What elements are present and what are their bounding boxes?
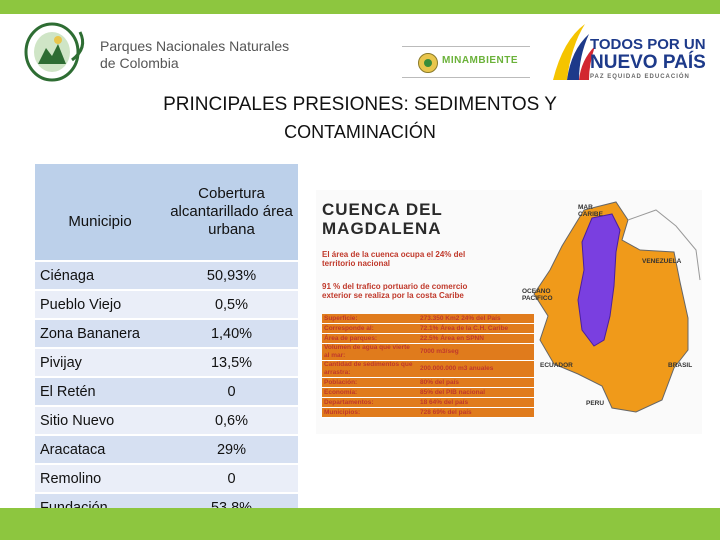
label-venezuela: VENEZUELA xyxy=(642,258,682,265)
pnn-seal-logo xyxy=(22,20,94,82)
fact-key: Cantidad de sedimentos que arrastra: xyxy=(322,361,418,378)
map-info-area: El área de la cuenca ocupa el 24% del territorio nacional xyxy=(322,250,466,268)
header-cobertura: Cobertura alcantarillado área urbana xyxy=(165,164,298,261)
cell-valor: 0,6% xyxy=(165,406,298,435)
cell-municipio: Remolino xyxy=(35,464,165,493)
cell-valor: 13,5% xyxy=(165,348,298,377)
top-accent-bar xyxy=(0,0,720,14)
table-row xyxy=(35,261,298,290)
fact-key: Corresponde al: xyxy=(322,324,418,334)
cell-municipio: Zona Bananera xyxy=(35,319,165,348)
cell-municipio: Ciénaga xyxy=(35,261,165,290)
cell-valor: 50,93% xyxy=(165,261,298,290)
minambiente-text: MINAMBIENTE xyxy=(442,55,519,66)
pnn-name xyxy=(100,38,289,72)
cell-municipio: Aracataca xyxy=(35,435,165,464)
cell-valor: 0,5% xyxy=(165,290,298,319)
label-ecuador: ECUADOR xyxy=(540,362,573,369)
cell-municipio: El Retén xyxy=(35,377,165,406)
table-row xyxy=(322,408,534,418)
cell-municipio: Pivijay xyxy=(35,348,165,377)
fact-key: Departamentos: xyxy=(322,398,418,408)
cell-valor: 1,40% xyxy=(165,319,298,348)
header-municipio: Municipio xyxy=(35,164,165,261)
cell-valor: 0 xyxy=(165,464,298,493)
basin-facts-table xyxy=(322,314,534,418)
fact-value: 72.1% Área de la C.H. Caribe xyxy=(418,324,534,334)
bottom-accent-bar xyxy=(0,508,720,540)
table-row xyxy=(322,378,534,388)
minambiente-logo xyxy=(402,46,530,78)
table-row xyxy=(322,388,534,398)
tpn-line1: TODOS POR UN xyxy=(590,36,706,53)
cell-municipio: Sitio Nuevo xyxy=(35,406,165,435)
table-row xyxy=(35,435,298,464)
slide-title-line1: PRINCIPALES PRESIONES: SEDIMENTOS Y xyxy=(163,94,557,115)
colombia-shield-icon xyxy=(418,53,438,73)
fact-value: 273.350 Km2 24% del País xyxy=(418,314,534,324)
cell-valor: 0 xyxy=(165,377,298,406)
cell-valor: 29% xyxy=(165,435,298,464)
cell-municipio: Pueblo Viejo xyxy=(35,290,165,319)
fact-value: 200.000.000 m3 anuales xyxy=(418,361,534,378)
table-row xyxy=(35,319,298,348)
slide-title-line2: CONTAMINACIÓN xyxy=(284,122,436,142)
table-row xyxy=(322,324,534,334)
table-row xyxy=(35,348,298,377)
tpn-line2: NUEVO PAÍS xyxy=(590,52,706,73)
table-row xyxy=(35,290,298,319)
fact-key: Economía: xyxy=(322,388,418,398)
tpn-text xyxy=(590,36,706,82)
coverage-table xyxy=(35,164,298,523)
fact-value: 18 64% del país xyxy=(418,398,534,408)
fact-key: Área de parques: xyxy=(322,334,418,344)
map-info-trafico: 91 % del trafico portuario de comercio exterior se realiza por la costa Caribe xyxy=(322,282,468,300)
fact-key: Volumen de agua que vierte al mar: xyxy=(322,344,418,361)
table-row xyxy=(322,398,534,408)
fact-value: 80% del país xyxy=(418,378,534,388)
table-row xyxy=(322,344,534,361)
pnn-line1: Parques Nacionales Naturales xyxy=(100,38,290,54)
label-brasil: BRASIL xyxy=(668,362,693,369)
fact-value: 7000 m3/seg xyxy=(418,344,534,361)
fact-value: 728 69% del país xyxy=(418,408,534,418)
table-row xyxy=(35,406,298,435)
fact-key: Población: xyxy=(322,378,418,388)
table-row xyxy=(322,361,534,378)
table-header-row xyxy=(35,164,298,261)
fact-value: 22.5% Área en SPNN xyxy=(418,334,534,344)
magdalena-basin-map xyxy=(316,190,702,434)
label-mar-caribe: MAR CARIBE xyxy=(578,204,603,218)
fact-value: 85% del PIB nacional xyxy=(418,388,534,398)
pnn-line2: de Colombia xyxy=(100,55,179,71)
label-peru: PERU xyxy=(586,400,605,407)
fact-key: Municipios: xyxy=(322,408,418,418)
tpn-line3: PAZ EQUIDAD EDUCACIÓN xyxy=(590,74,690,80)
table-row xyxy=(35,464,298,493)
fact-key: Superficie: xyxy=(322,314,418,324)
map-title: CUENCA DEL MAGDALENA xyxy=(322,200,443,238)
table-row xyxy=(322,334,534,344)
table-row xyxy=(322,314,534,324)
table-row xyxy=(35,377,298,406)
label-oceano-pacifico: OCEANO PACIFICO xyxy=(522,288,553,302)
